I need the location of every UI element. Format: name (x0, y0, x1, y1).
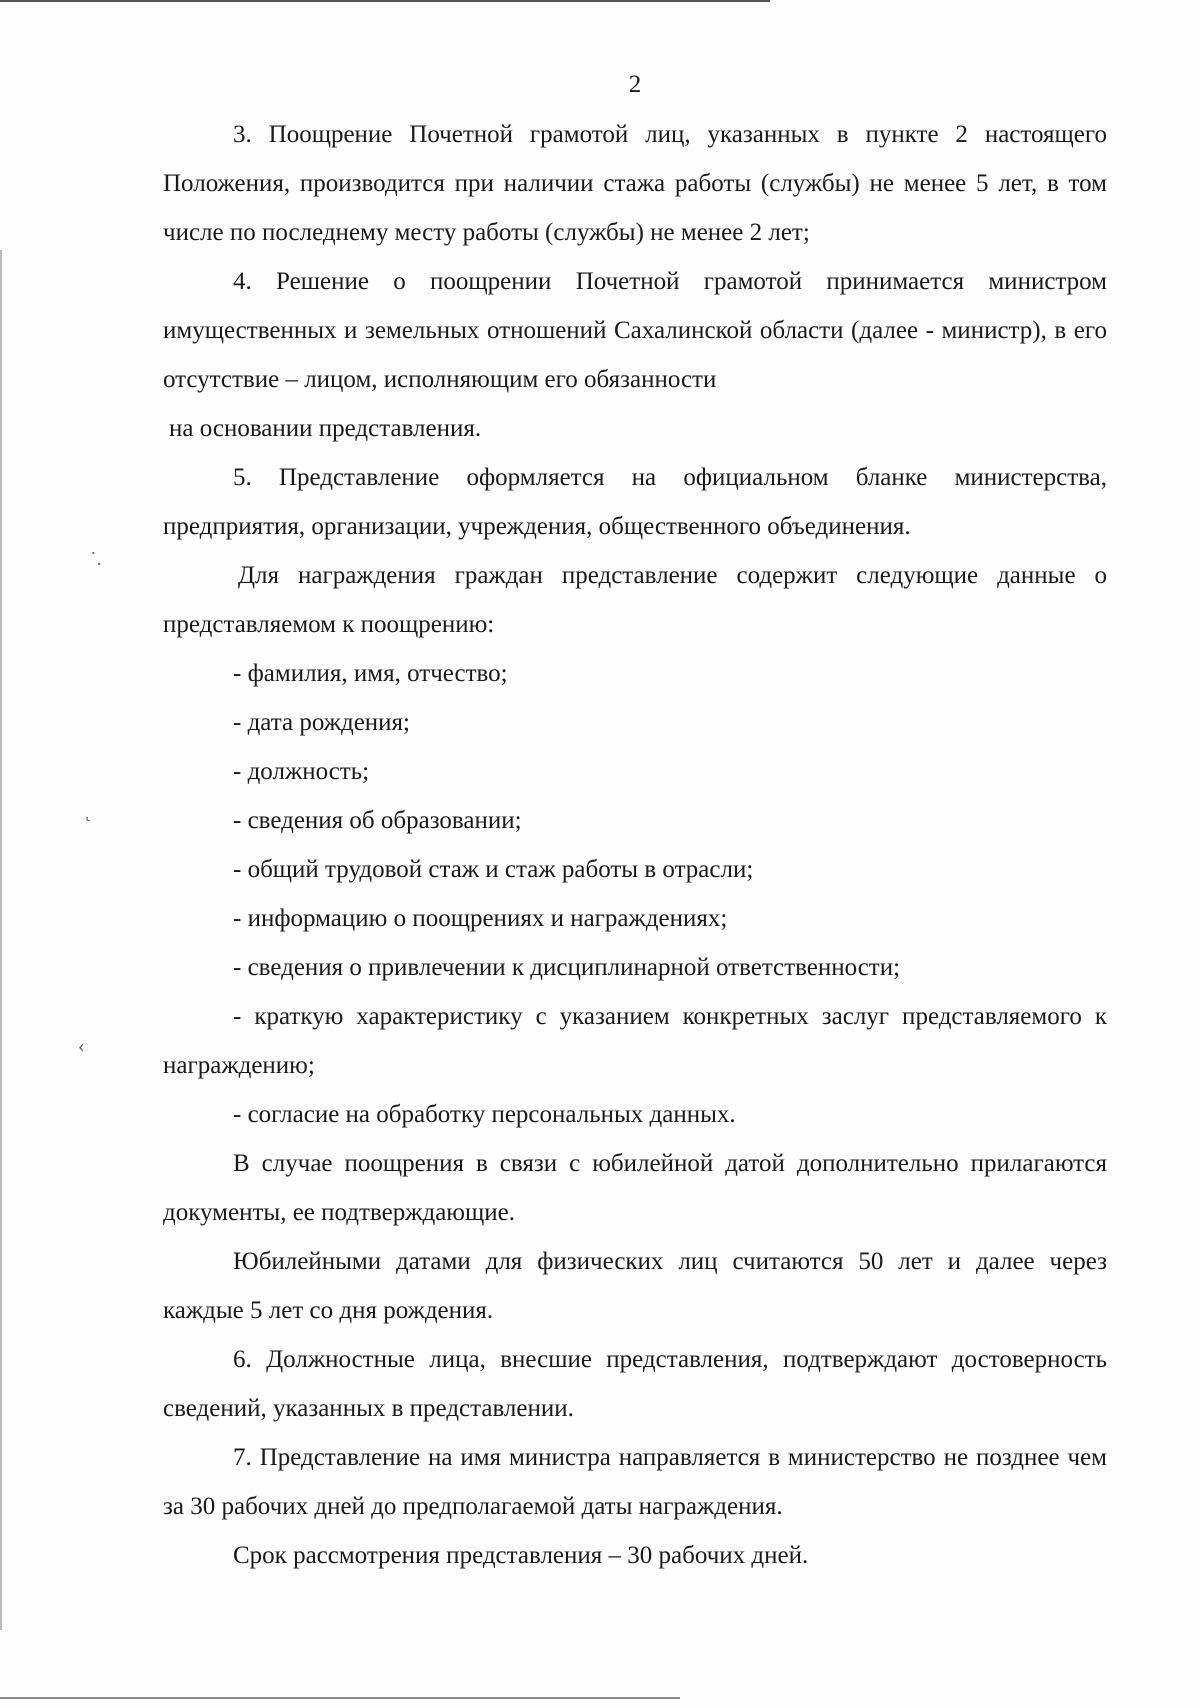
list-item: - фамилия, имя, отчество; (233, 660, 508, 687)
paragraph-3: 3. Поощрение Почетной грамотой лиц, указанных в пункте 2 настоящего Положения, производится при наличии стажа работы (службы) не менее 5 лет, в том числе по последнему месту работы (службы) не менее 2 лет; (163, 121, 1107, 246)
page-number: 2 (628, 71, 642, 98)
paragraph-6: 6. Должностные лица, внесшие представления, подтверждают достоверность сведений, указанных в представлении. (163, 1346, 1107, 1422)
scan-top-edge (0, 0, 770, 2)
paragraph-review-term: Срок рассмотрения представления – 30 рабочих дней. (233, 1542, 809, 1569)
paragraph-5: 5. Представление оформляется на официальном бланке министерства, предприятия, организации, учреждения, общественного объединения. (163, 464, 1107, 540)
paragraph-jubilee-documents: В случае поощрения в связи с юбилейной датой дополнительно прилагаются документы, ее подтверждающие. (163, 1150, 1107, 1226)
document-body (163, 110, 1107, 1580)
list-item: - сведения об образовании; (233, 807, 522, 834)
list-item: - дата рождения; (233, 709, 410, 736)
scan-speck: ˙. (90, 548, 102, 570)
scan-speck: ˛ (85, 800, 92, 822)
list-item: - информацию о поощрениях и награждениях; (233, 905, 728, 932)
list-item: - краткую характеристику с указанием конкретных заслуг представляемого к награждению; (163, 1003, 1107, 1079)
list-item: - общий трудовой стаж и стаж работы в отрасли; (233, 856, 754, 883)
paragraph-4-continuation: на основании представления. (169, 415, 482, 442)
paragraph-jubilee-dates: Юбилейными датами для физических лиц считаются 50 лет и далее через каждые 5 лет со дня рождения. (163, 1248, 1107, 1324)
scan-bottom-edge (0, 1697, 680, 1699)
list-item: - должность; (233, 758, 370, 785)
paragraph-5-data: Для награждения граждан представление содержит следующие данные о представляемом к поощрению: (163, 562, 1107, 638)
scan-speck: ‹ (78, 1035, 85, 1057)
scan-left-edge (0, 250, 2, 1630)
required-data-list (163, 649, 1107, 1139)
paragraph-7: 7. Представление на имя министра направляется в министерство не позднее чем за 30 рабочих дней до предполагаемой даты награждения. (163, 1444, 1107, 1520)
list-item: - согласие на обработку персональных данных. (233, 1101, 736, 1128)
list-item: - сведения о привлечении к дисциплинарной ответственности; (233, 954, 901, 981)
paragraph-4: 4. Решение о поощрении Почетной грамотой принимается министром имущественных и земельных отношений Сахалинской области (далее - министр), в его отсутствие – лицом, исполняющим его обязанности (163, 268, 1107, 393)
